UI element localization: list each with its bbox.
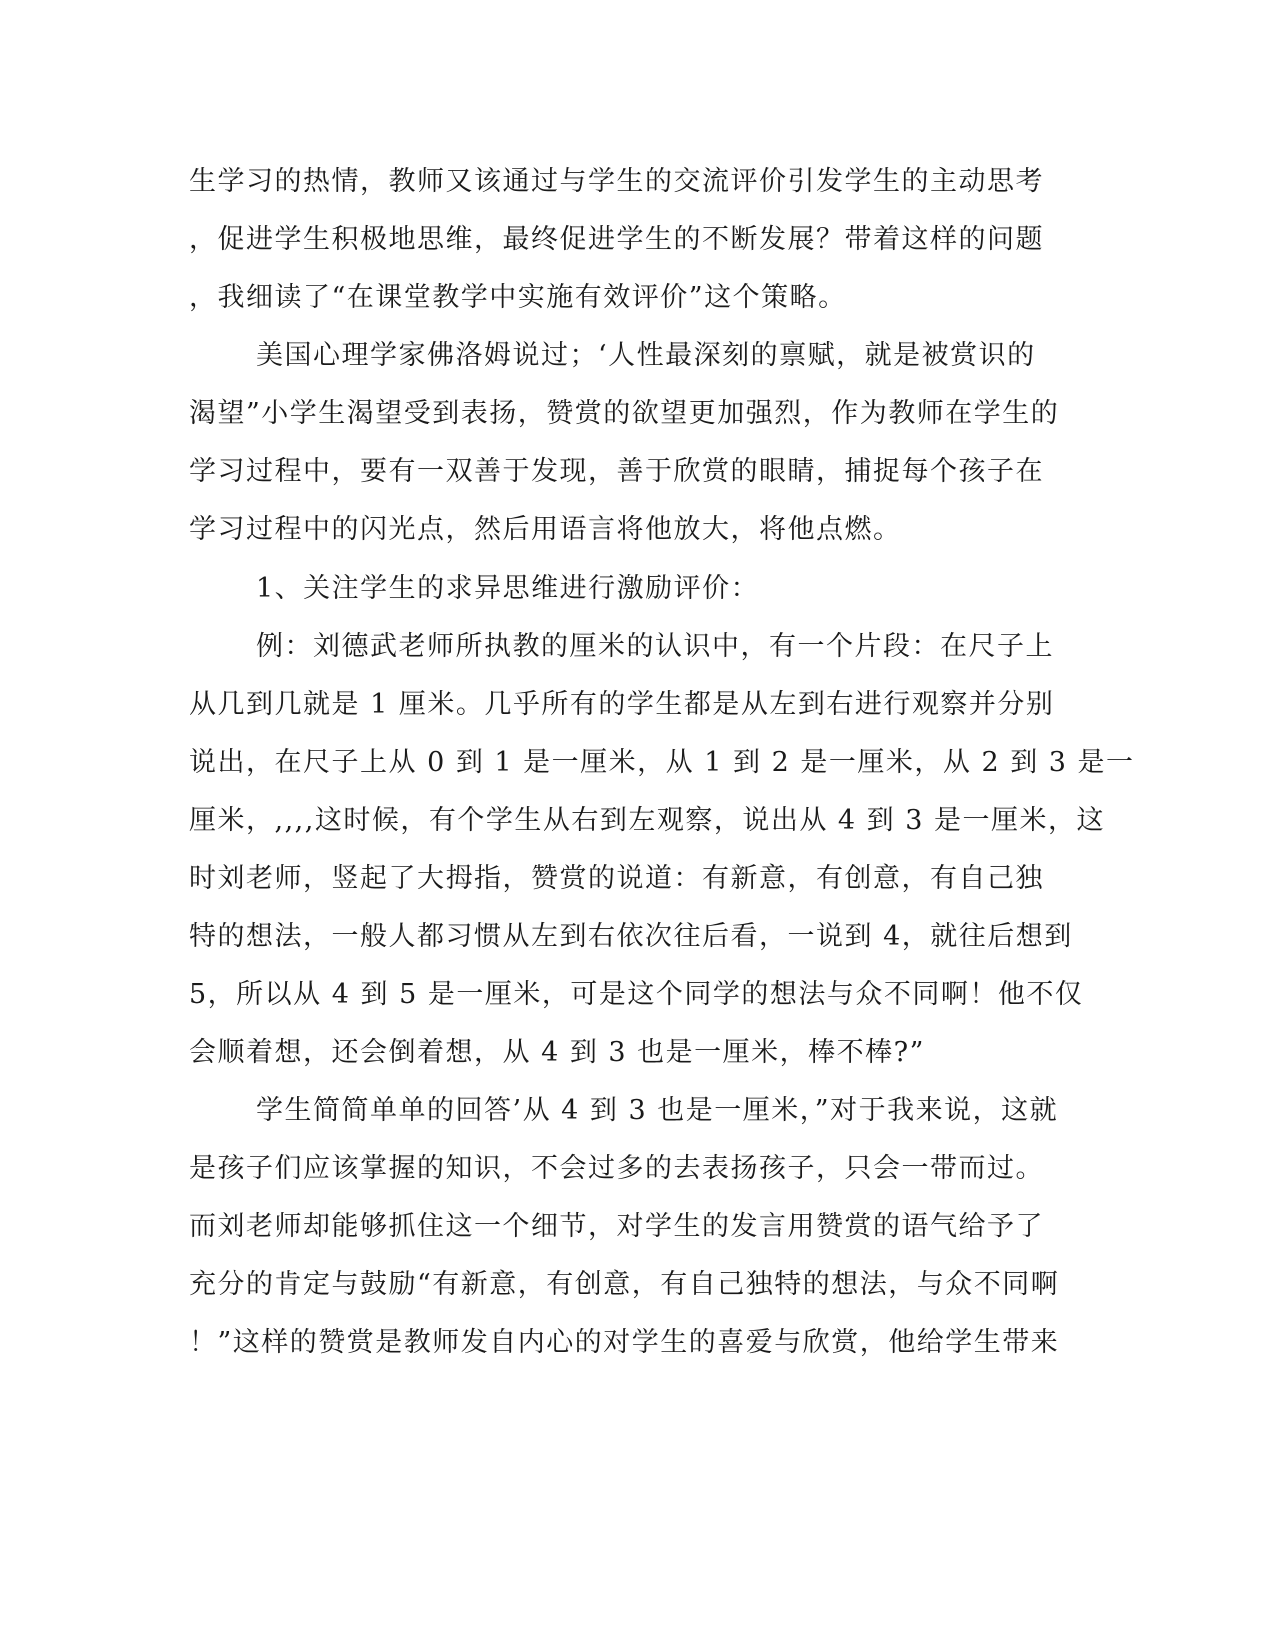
text-line: 说出，在尺子上从 0 到 1 是一厘米，从 1 到 2 是一厘米，从 2 到 3 是一 xyxy=(189,747,1135,778)
text-line: 会顺着想，还会倒着想，从 4 到 3 也是一厘米，棒不棒?” xyxy=(189,1037,925,1068)
text-line: 渴望”小学生渴望受到表扬，赞赏的欲望更加强烈，作为教师在学生的 xyxy=(189,398,1060,429)
text-line: 充分的肯定与鼓励“有新意，有创意，有自己独特的想法，与众不同啊 xyxy=(189,1269,1060,1300)
text-line: 5，所以从 4 到 5 是一厘米，可是这个同学的想法与众不同啊！他不仅 xyxy=(189,979,1084,1010)
paragraph-first-line: 美国心理学家佛洛姆说过；‘人性最深刻的禀赋，就是被赏识的 xyxy=(256,340,1036,371)
paragraph-first-line: 例：刘德武老师所执教的厘米的认识中，有一个片段：在尺子上 xyxy=(256,631,1054,662)
text-line: ，我细读了“在课堂教学中实施有效评价”这个策略。 xyxy=(189,282,847,313)
section-heading: 1、关注学生的求异思维进行激励评价： xyxy=(256,573,760,604)
text-line: 特的想法，一般人都习惯从左到右依次往后看，一说到 4，就往后想到 xyxy=(189,921,1073,952)
text-line: 时刘老师，竖起了大拇指，赞赏的说道：有新意，有创意，有自己独 xyxy=(189,863,1044,894)
text-line: 是孩子们应该掌握的知识，不会过多的去表扬孩子，只会一带而过。 xyxy=(189,1153,1044,1184)
text-line: 而刘老师却能够抓住这一个细节，对学生的发言用赞赏的语气给予了 xyxy=(189,1211,1044,1242)
text-line: 学习过程中的闪光点，然后用语言将他放大，将他点燃。 xyxy=(189,514,902,545)
text-line: ！”这样的赞赏是教师发自内心的对学生的喜爱与欣赏，他给学生带来 xyxy=(189,1327,1060,1358)
text-line: 厘米，,,,,这时候，有个学生从右到左观察，说出从 4 到 3 是一厘米，这 xyxy=(189,805,1106,836)
text-line: 从几到几就是 1 厘米。几乎所有的学生都是从左到右进行观察并分别 xyxy=(189,689,1055,720)
paragraph-first-line: 学生简简单单的回答’从 4 到 3 也是一厘米，”对于我来说，这就 xyxy=(256,1095,1059,1126)
text-line: ，促进学生积极地思维，最终促进学生的不断发展？带着这样的问题 xyxy=(189,224,1044,255)
text-line: 生学习的热情，教师又该通过与学生的交流评价引发学生的主动思考 xyxy=(189,166,1044,197)
text-line: 学习过程中，要有一双善于发现，善于欣赏的眼睛，捕捉每个孩子在 xyxy=(189,456,1044,487)
